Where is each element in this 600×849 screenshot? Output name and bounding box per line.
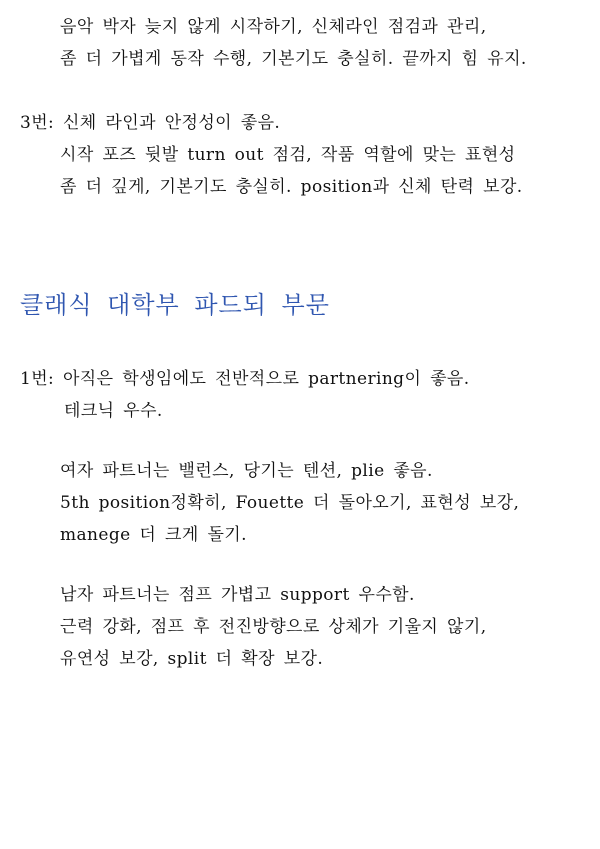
- male-feedback-line: 남자 파트너는 점프 가볍고 support 우수함.: [60, 585, 415, 605]
- entry-label: 1번:: [20, 369, 55, 389]
- female-feedback-line: manege 더 크게 돌기.: [60, 525, 247, 545]
- feedback-line: 좀 더 깊게, 기본기도 충실히. position과 신체 탄력 보강.: [60, 177, 523, 197]
- feedback-line: 음악 박자 늦지 않게 시작하기, 신체라인 점검과 관리,: [60, 17, 487, 37]
- entry-label: 3번:: [20, 113, 55, 133]
- entry-summary: 신체 라인과 안정성이 좋음.: [62, 113, 281, 133]
- section-title: 클래식 대학부 파드되 부문: [20, 291, 330, 319]
- feedback-line: 좀 더 가볍게 동작 수행, 기본기도 충실히. 끝까지 힘 유지.: [60, 49, 527, 69]
- entry-1: [20, 368, 470, 390]
- entry-3: [20, 112, 280, 134]
- entry-summary: 아직은 학생임에도 전반적으로 partnering이 좋음.: [62, 369, 470, 389]
- female-feedback-line: 여자 파트너는 밸런스, 당기는 텐션, plie 좋음.: [60, 461, 433, 481]
- male-feedback-line: 근력 강화, 점프 후 전진방향으로 상체가 기울지 않기,: [60, 617, 487, 637]
- entry-sub: 테크닉 우수.: [64, 401, 163, 421]
- female-feedback-line: 5th position정확히, Fouette 더 돌아오기, 표현성 보강,: [60, 493, 520, 513]
- feedback-line: 시작 포즈 뒷발 turn out 점검, 작품 역할에 맞는 표현성: [60, 145, 516, 165]
- male-feedback-line: 유연성 보강, split 더 확장 보강.: [60, 649, 324, 669]
